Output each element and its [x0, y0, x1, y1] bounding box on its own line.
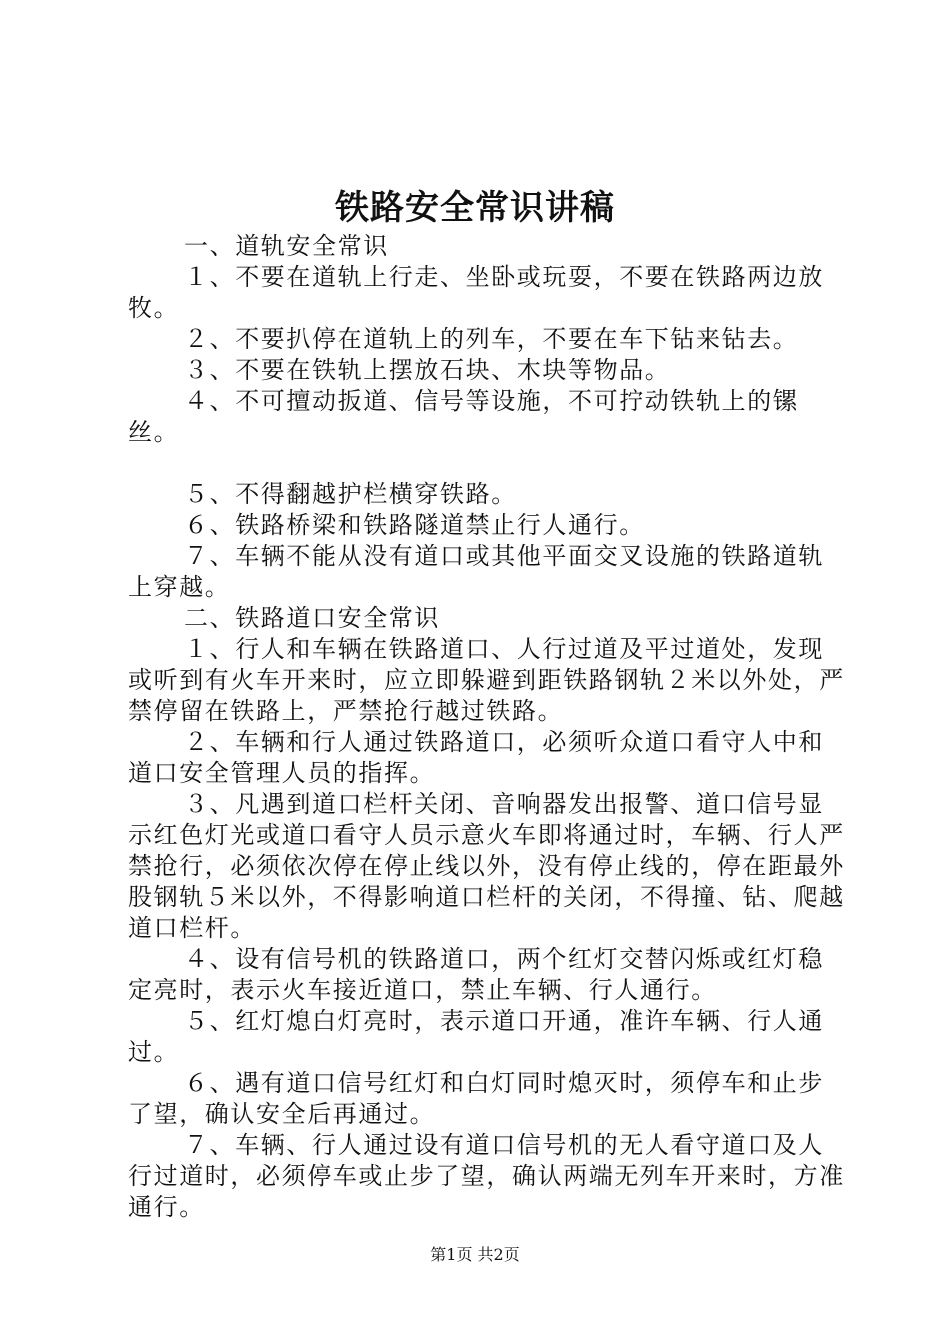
crossing-rule-2: ２、车辆和行人通过铁路道口，必须听众道口看守人中和道口安全管理人员的指挥。	[128, 728, 824, 787]
track-rule-4: ４、不可擅动扳道、信号等设施，不可拧动铁轨上的镙丝。	[128, 387, 799, 446]
track-rule-2: ２、不要扒停在道轨上的列车，不要在车下钻来钻去。	[184, 325, 799, 353]
crossing-rule-1: １、行人和车辆在铁路道口、人行过道及平过道处，发现或听到有火车开来时，应立即躲避到距铁路钢轨２米以外处，严禁停留在铁路上，严禁抢行越过铁路。	[128, 635, 845, 725]
document-title: 铁路安全常识讲稿	[335, 188, 615, 228]
track-rule-3: ３、不要在铁轨上摆放石块、木块等物品。	[184, 356, 671, 384]
crossing-rule-3: ３、凡遇到道口栏杆关闭、音响器发出报警、道口信号显示红色灯光或道口看守人员示意火车即将通过时，车辆、行人严禁抢行，必须依次停在停止线以外，没有停止线的，停在距最外股钢轨５米以外，不得影响道口栏杆的关闭，不得撞、钻、爬越道口栏杆。	[128, 790, 845, 942]
track-rule-1: １、不要在道轨上行走、坐卧或玩耍，不要在铁路两边放牧。	[128, 263, 824, 322]
section-heading-track-safety: 一、道轨安全常识	[184, 232, 389, 260]
page-number-footer: 第1页 共2页	[430, 1245, 520, 1264]
section-heading-crossing-safety: 二、铁路道口安全常识	[184, 604, 440, 632]
crossing-rule-4: ４、设有信号机的铁路道口，两个红灯交替闪烁或红灯稳定亮时，表示火车接近道口，禁止车辆、行人通行。	[128, 945, 824, 1004]
crossing-rule-6: ６、遇有道口信号红灯和白灯同时熄灭时，须停车和止步了望，确认安全后再通过。	[128, 1069, 824, 1128]
track-rule-5: ５、不得翻越护栏横穿铁路。	[184, 480, 517, 508]
track-rule-6: ６、铁路桥梁和铁路隧道禁止行人通行。	[184, 511, 645, 539]
document-body	[128, 231, 848, 1223]
crossing-rule-5: ５、红灯熄白灯亮时，表示道口开通，准许车辆、行人通过。	[128, 1007, 824, 1066]
crossing-rule-7: ７、车辆、行人通过设有道口信号机的无人看守道口及人行过道时，必须停车或止步了望，确认两端无列车开来时，方准通行。	[128, 1131, 845, 1221]
track-rule-7: ７、车辆不能从没有道口或其他平面交叉设施的铁路道轨上穿越。	[128, 542, 824, 601]
